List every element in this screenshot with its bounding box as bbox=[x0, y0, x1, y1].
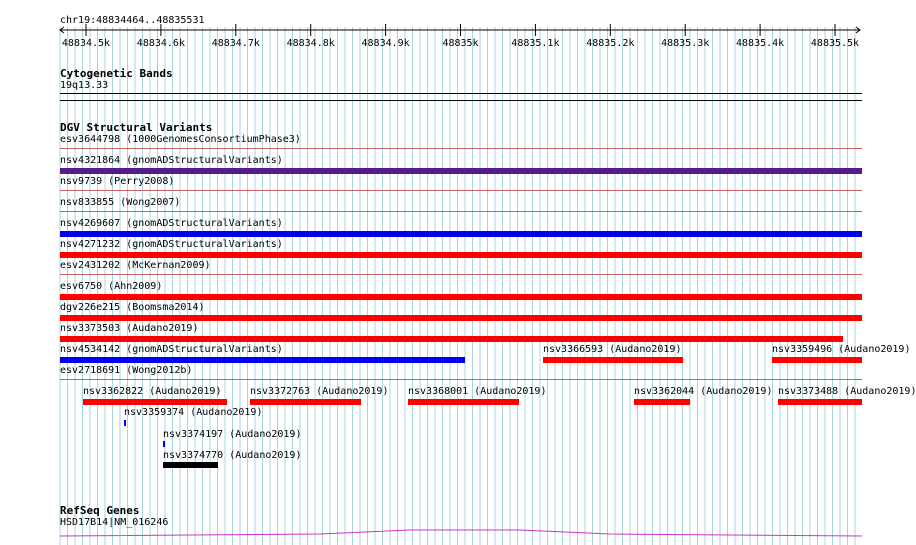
variant-label[interactable]: nsv9739 (Perry2008) bbox=[60, 176, 175, 187]
ruler-tick-label: 48835.1k bbox=[511, 38, 560, 49]
cytoband-label: 19q13.33 bbox=[60, 80, 109, 91]
gene-label[interactable]: HSD17B14|NM_016246 bbox=[60, 517, 169, 528]
variant-bar-red[interactable] bbox=[60, 315, 862, 321]
ruler-tick-label: 48835k bbox=[442, 38, 479, 49]
ruler-tick-label: 48835.4k bbox=[736, 38, 785, 49]
variant-bar-red[interactable] bbox=[60, 252, 862, 258]
variant-label[interactable]: nsv3362044 (Audano2019) bbox=[634, 386, 773, 397]
ruler-axis bbox=[0, 24, 890, 36]
variant-label[interactable]: nsv4271232 (gnomADStructuralVariants) bbox=[60, 239, 283, 250]
ruler-tick-label: 48835.5k bbox=[810, 38, 860, 49]
variant-label[interactable]: nsv3372763 (Audano2019) bbox=[250, 386, 389, 397]
cytoband-bar bbox=[60, 93, 862, 94]
variant-bar-blue[interactable] bbox=[124, 420, 126, 426]
variant-label[interactable]: esv6750 (Ahn2009) bbox=[60, 281, 163, 292]
variant-label[interactable]: nsv833855 (Wong2007) bbox=[60, 197, 181, 208]
row-separator bbox=[60, 274, 862, 275]
variant-bar-blue[interactable] bbox=[163, 441, 165, 447]
variant-bar-red[interactable] bbox=[543, 357, 683, 363]
variant-label[interactable]: nsv3366593 (Audano2019) bbox=[543, 344, 682, 355]
variant-bar-red[interactable] bbox=[634, 399, 690, 405]
variant-label[interactable]: esv2718691 (Wong2012b) bbox=[60, 365, 193, 376]
ruler-tick-label: 48835.3k bbox=[661, 38, 710, 49]
variant-label[interactable]: esv2431202 (McKernan2009) bbox=[60, 260, 211, 271]
variant-bar-purple[interactable] bbox=[60, 168, 862, 174]
variant-label[interactable]: esv3644798 (1000GenomesConsortiumPhase3) bbox=[60, 134, 301, 145]
dgv-track-title: DGV Structural Variants bbox=[60, 121, 213, 134]
variant-label[interactable]: dgv226e215 (Boomsma2014) bbox=[60, 302, 205, 313]
variant-bar-red[interactable] bbox=[60, 336, 843, 342]
variant-label[interactable]: nsv3374770 (Audano2019) bbox=[163, 450, 302, 461]
row-separator bbox=[60, 211, 862, 212]
location-label: chr19:48834464..48835531 bbox=[60, 15, 205, 26]
variant-bar-red[interactable] bbox=[250, 399, 361, 405]
variant-label[interactable]: nsv3359374 (Audano2019) bbox=[124, 407, 263, 418]
variant-bar-blue[interactable] bbox=[60, 231, 862, 237]
ruler-tick-label: 48834.7k bbox=[211, 38, 260, 49]
variant-label[interactable]: nsv3368001 (Audano2019) bbox=[408, 386, 547, 397]
row-separator bbox=[60, 148, 862, 149]
variant-bar-red[interactable] bbox=[772, 357, 862, 363]
variant-label[interactable]: nsv3362822 (Audano2019) bbox=[83, 386, 222, 397]
variant-bar-blue[interactable] bbox=[60, 357, 465, 363]
track-separator bbox=[60, 100, 862, 101]
ruler-tick-label: 48834.5k bbox=[61, 38, 111, 49]
variant-label[interactable]: nsv4269607 (gnomADStructuralVariants) bbox=[60, 218, 283, 229]
row-separator bbox=[60, 379, 862, 380]
variant-bar-red[interactable] bbox=[778, 399, 862, 405]
ruler-tick-label: 48834.6k bbox=[136, 38, 185, 49]
variant-label[interactable]: nsv3373488 (Audano2019) bbox=[778, 386, 916, 397]
variant-bar-red[interactable] bbox=[408, 399, 519, 405]
variant-label[interactable]: nsv3359496 (Audano2019) bbox=[772, 344, 911, 355]
variant-label[interactable]: nsv4534142 (gnomADStructuralVariants) bbox=[60, 344, 283, 355]
refseq-track-title: RefSeq Genes bbox=[60, 504, 140, 517]
gene-model[interactable] bbox=[0, 526, 890, 540]
row-separator bbox=[60, 190, 862, 191]
variant-bar-red[interactable] bbox=[83, 399, 227, 405]
ruler-tick-label: 48834.9k bbox=[361, 38, 410, 49]
variant-bar-red[interactable] bbox=[60, 294, 862, 300]
ruler-tick-label: 48834.8k bbox=[286, 38, 335, 49]
variant-label[interactable]: nsv3373503 (Audano2019) bbox=[60, 323, 199, 334]
variant-label[interactable]: nsv3374197 (Audano2019) bbox=[163, 429, 302, 440]
cytoband-track-title: Cytogenetic Bands bbox=[60, 67, 173, 80]
variant-label[interactable]: nsv4321864 (gnomADStructuralVariants) bbox=[60, 155, 283, 166]
ruler-tick-label: 48835.2k bbox=[586, 38, 635, 49]
variant-bar-black[interactable] bbox=[163, 462, 218, 468]
